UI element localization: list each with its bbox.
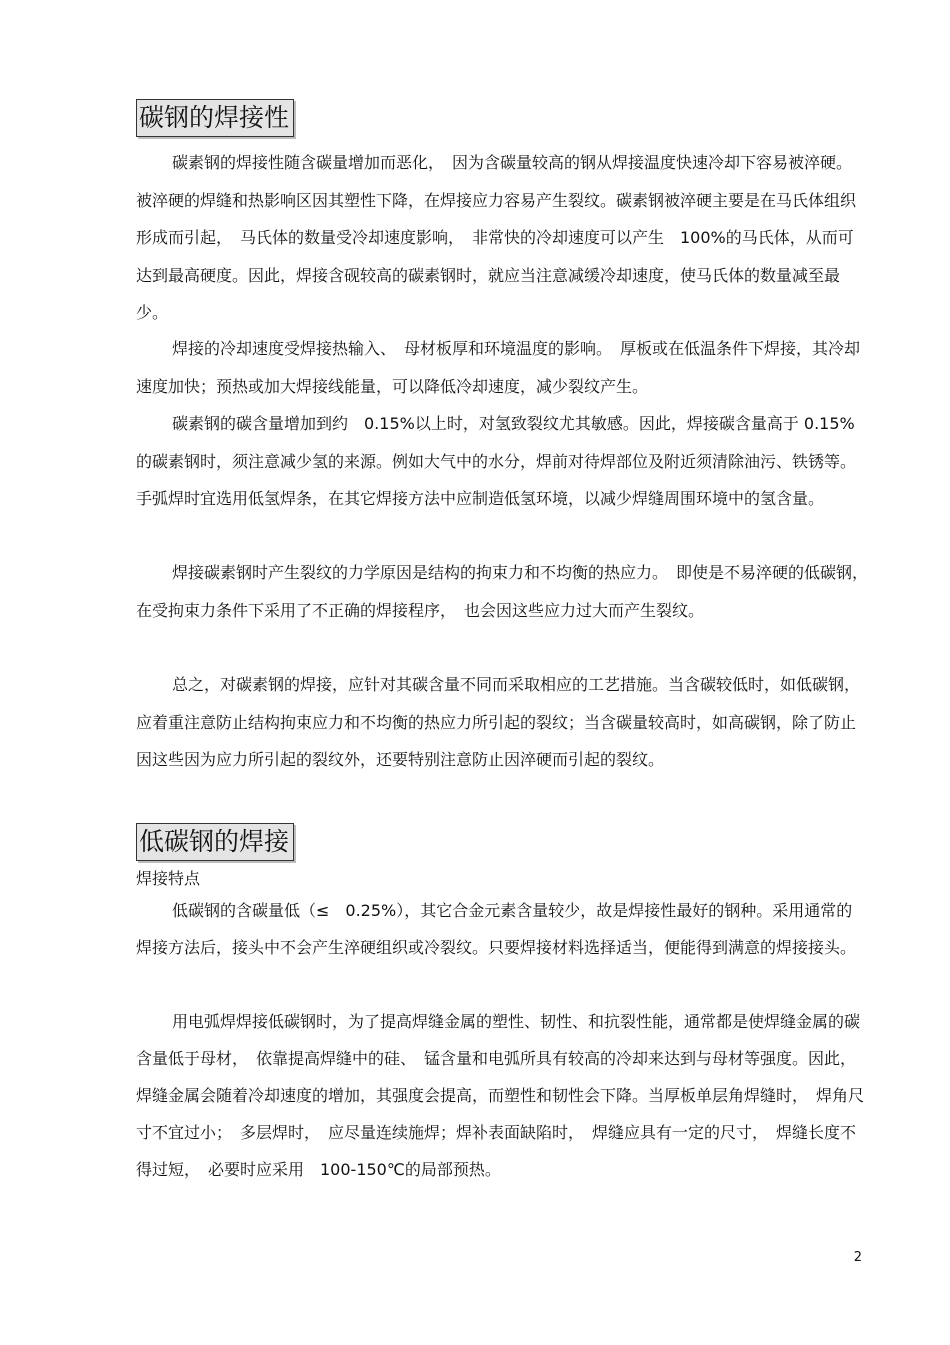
section-title-carbon-steel-weldability: 碳钢的焊接性 bbox=[136, 99, 294, 137]
paragraph-summary: 总之，对碳素钢的焊接，应针对其碳含量不同而采取相应的工艺措施。当含碳较低时，如低碳钢，应着重注意防止结构拘束应力和不均衡的热应力所引起的裂纹；当含碳量较高时，如高碳钢，除了防止因这些因为应力所引起的裂纹外，还要特别注意防止因淬硬而引起的裂纹。 bbox=[136, 675, 861, 769]
paragraph-mechanical-cause: 焊接碳素钢时产生裂纹的力学原因是结构的拘束力和不均衡的热应力。 即使是不易淬硬的低碳钢， 在受拘束力条件下采用了不正确的焊接程序， 也会因这些应力过大而产生裂纹。 bbox=[136, 563, 877, 620]
sub-heading-welding-features: 焊接特点 bbox=[136, 869, 201, 888]
paragraph-arc-welding: 用电弧焊焊接低碳钢时，为了提高焊缝金属的塑性、韧性、和抗裂性能，通常都是使焊缝金属的碳含量低于母材， 依靠提高焊缝中的硅、 锰含量和电弧所具有较高的冷却来达到与母材等强度。因此，焊缝金属会随着冷却速度的增加，其强度会提高，而塑性和韧性会下降。当厚板单层角焊缝时， 焊角尺寸不宜过小； 多层焊时， 应尽量连续施焊；焊补表面缺陷时， 焊缝应具有一定的尺寸， 焊缝长度不得过短， 必要时应采用 100-150℃的局部预热。 bbox=[136, 1012, 865, 1179]
paragraph-weldability-carbon-content: 碳素钢的焊接性随含碳量增加而恶化， 因为含碳量较高的钢从焊接温度快速冷却下容易被淬硬。被淬硬的焊缝和热影响区因其塑性下降，在焊接应力容易产生裂纹。碳素钢被淬硬主要是在马氏体组织形成而引起， 马氏体的数量受冷却速度影响， 非常快的冷却速度可以产生 100%的马氏体，从而可达到最高硬度。因此，焊接含砚较高的碳素钢时，就应当注意减缓冷却速度，使马氏体的数量减至最少。 bbox=[136, 153, 857, 322]
paragraph-hydrogen-cracking: 碳素钢的碳含量增加到约 0.15%以上时，对氢致裂纹尤其敏感。因此，焊接碳含量高于 0.15%的碳素钢时，须注意减少氢的来源。例如大气中的水分，焊前对待焊部位及附近须清除油污、铁锈等。 手弧焊时宜选用低氢焊条，在其它焊接方法中应制造低氢环境，以减少焊缝周围环境中的氢含量。 bbox=[136, 414, 865, 508]
section-title-low-carbon-steel-welding: 低碳钢的焊接 bbox=[136, 823, 294, 861]
paragraph-low-carbon-features: 低碳钢的含碳量低（≤ 0.25%），其它合金元素含量较少，故是焊接性最好的钢种。采用通常的焊接方法后，接头中不会产生淬硬组织或冷裂纹。只要焊接材料选择适当，便能得到满意的焊接接头。 bbox=[136, 901, 857, 957]
paragraph-cooling-rate: 焊接的冷却速度受焊接热输入、 母材板厚和环境温度的影响。 厚板或在低温条件下焊接，其冷却速度加快；预热或加大焊接线能量，可以降低冷却速度，减少裂纹产生。 bbox=[136, 339, 861, 396]
page-number: 2 bbox=[853, 1250, 862, 1265]
